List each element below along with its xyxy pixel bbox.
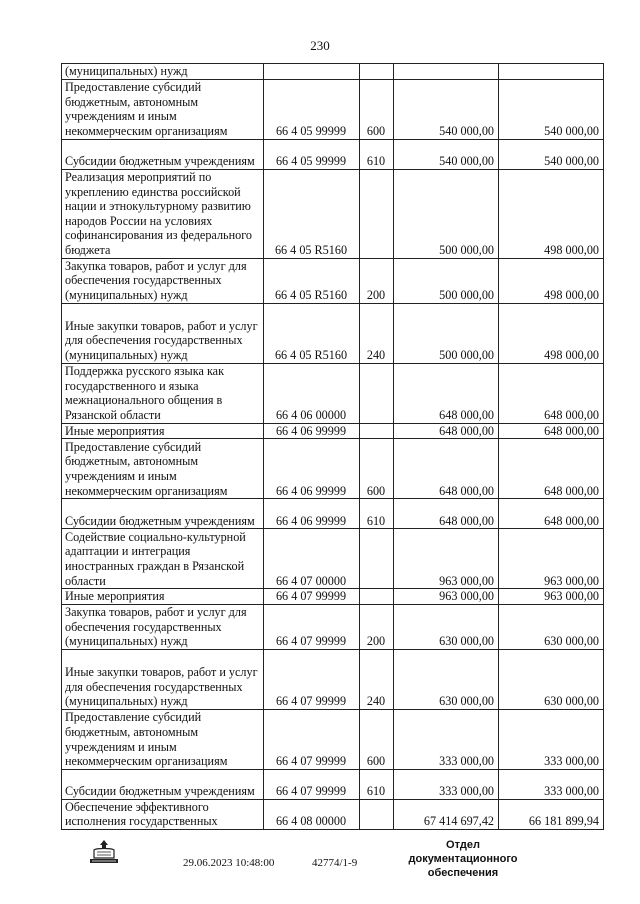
row-amount-executed: 963 000,00 [499,529,604,589]
row-code: 66 4 06 00000 [264,363,360,423]
row-expense-type: 600 [360,439,394,499]
row-amount-executed: 540 000,00 [499,139,604,169]
row-amount-planned: 540 000,00 [394,139,499,169]
row-amount-executed: 648 000,00 [499,499,604,529]
row-amount-planned: 648 000,00 [394,363,499,423]
table-row [62,258,604,303]
table-row [62,423,604,439]
table-row [62,499,604,529]
row-amount-executed: 333 000,00 [499,769,604,799]
row-name: Поддержка русского языка как государственного и языка межнационального общения в Рязанской области [62,363,264,423]
row-name: Субсидии бюджетным учреждениям [62,139,264,169]
row-name: Субсидии бюджетным учреждениям [62,499,264,529]
row-code: 66 4 05 99999 [264,139,360,169]
row-expense-type: 610 [360,139,394,169]
row-code: 66 4 08 00000 [264,799,360,829]
row-amount-executed: 630 000,00 [499,649,604,709]
row-code [264,64,360,80]
row-code: 66 4 07 99999 [264,604,360,649]
row-amount-executed: 66 181 899,94 [499,799,604,829]
row-code: 66 4 05 R5160 [264,258,360,303]
row-expense-type [360,423,394,439]
row-code: 66 4 06 99999 [264,423,360,439]
row-expense-type: 600 [360,79,394,139]
row-code: 66 4 05 R5160 [264,169,360,258]
row-code: 66 4 07 99999 [264,649,360,709]
row-amount-planned: 648 000,00 [394,499,499,529]
row-amount-planned: 648 000,00 [394,439,499,499]
budget-table [61,63,604,830]
row-code: 66 4 07 00000 [264,529,360,589]
row-amount-planned: 500 000,00 [394,258,499,303]
table-row [62,589,604,605]
row-name: Закупка товаров, работ и услуг для обеспечения государственных (муниципальных) нужд [62,604,264,649]
row-amount-executed: 648 000,00 [499,363,604,423]
row-amount-planned: 500 000,00 [394,303,499,363]
row-amount-executed: 498 000,00 [499,303,604,363]
row-expense-type: 610 [360,499,394,529]
row-expense-type: 200 [360,258,394,303]
row-amount-executed: 333 000,00 [499,709,604,769]
row-name: Предоставление субсидий бюджетным, автономным учреждениям и иным некоммерческим организациям [62,79,264,139]
row-code: 66 4 07 99999 [264,769,360,799]
row-code: 66 4 05 99999 [264,79,360,139]
row-amount-executed: 498 000,00 [499,258,604,303]
row-amount-planned: 540 000,00 [394,79,499,139]
table-row [62,139,604,169]
row-amount-executed: 630 000,00 [499,604,604,649]
page-number: 230 [310,38,330,53]
row-name: Предоставление субсидий бюджетным, автономным учреждениям и иным некоммерческим организациям [62,439,264,499]
row-amount-planned: 630 000,00 [394,649,499,709]
table-row [62,799,604,829]
row-expense-type: 610 [360,769,394,799]
table-row [62,363,604,423]
footer-department-stamp: Отдел документационного обеспечения [408,839,518,879]
row-expense-type: 600 [360,709,394,769]
row-name: Иные закупки товаров, работ и услуг для обеспечения государственных (муниципальных) нужд [62,649,264,709]
budget-table-body [62,64,604,830]
row-amount-planned: 67 414 697,42 [394,799,499,829]
row-amount-executed: 540 000,00 [499,79,604,139]
row-expense-type: 240 [360,303,394,363]
table-row [62,529,604,589]
row-code: 66 4 06 99999 [264,499,360,529]
row-amount-planned: 648 000,00 [394,423,499,439]
row-expense-type: 240 [360,649,394,709]
footer-document-number: 42774/1-9 [312,857,358,869]
row-name: Реализация мероприятий по укреплению единства российской нации и этнокультурному развитию народов России на условиях софинансирования из федерального бюджета [62,169,264,258]
row-amount-planned: 333 000,00 [394,769,499,799]
row-name: Иные закупки товаров, работ и услуг для обеспечения государственных (муниципальных) нужд [62,303,264,363]
row-amount-executed: 648 000,00 [499,439,604,499]
row-expense-type [360,529,394,589]
row-code: 66 4 07 99999 [264,709,360,769]
row-expense-type [360,64,394,80]
row-name: Обеспечение эффективного исполнения государственных [62,799,264,829]
row-amount-planned [394,64,499,80]
table-row [62,169,604,258]
row-expense-type [360,799,394,829]
row-amount-planned: 500 000,00 [394,169,499,258]
row-amount-executed: 648 000,00 [499,423,604,439]
row-code: 66 4 07 99999 [264,589,360,605]
table-row [62,64,604,80]
row-amount-planned: 333 000,00 [394,709,499,769]
coat-of-arms-logo [86,838,122,866]
row-amount-planned: 963 000,00 [394,529,499,589]
row-name: Иные мероприятия [62,423,264,439]
row-expense-type: 200 [360,604,394,649]
row-name: Субсидии бюджетным учреждениям [62,769,264,799]
row-amount-planned: 963 000,00 [394,589,499,605]
row-name: Предоставление субсидий бюджетным, автономным учреждениям и иным некоммерческим организациям [62,709,264,769]
table-row [62,303,604,363]
row-name: Закупка товаров, работ и услуг для обеспечения государственных (муниципальных) нужд [62,258,264,303]
row-code: 66 4 05 R5160 [264,303,360,363]
row-expense-type [360,589,394,605]
table-row [62,709,604,769]
row-name: Содействие социально-культурной адаптации и интеграция иностранных граждан в Рязанской области [62,529,264,589]
table-row [62,439,604,499]
table-row [62,769,604,799]
row-name: Иные мероприятия [62,589,264,605]
row-amount-executed: 963 000,00 [499,589,604,605]
footer-datetime: 29.06.2023 10:48:00 [183,857,275,869]
row-amount-executed: 498 000,00 [499,169,604,258]
row-expense-type [360,169,394,258]
table-row [62,649,604,709]
row-amount-planned: 630 000,00 [394,604,499,649]
table-row [62,79,604,139]
row-amount-executed [499,64,604,80]
row-name: (муниципальных) нужд [62,64,264,80]
table-row [62,604,604,649]
row-expense-type [360,363,394,423]
row-code: 66 4 06 99999 [264,439,360,499]
